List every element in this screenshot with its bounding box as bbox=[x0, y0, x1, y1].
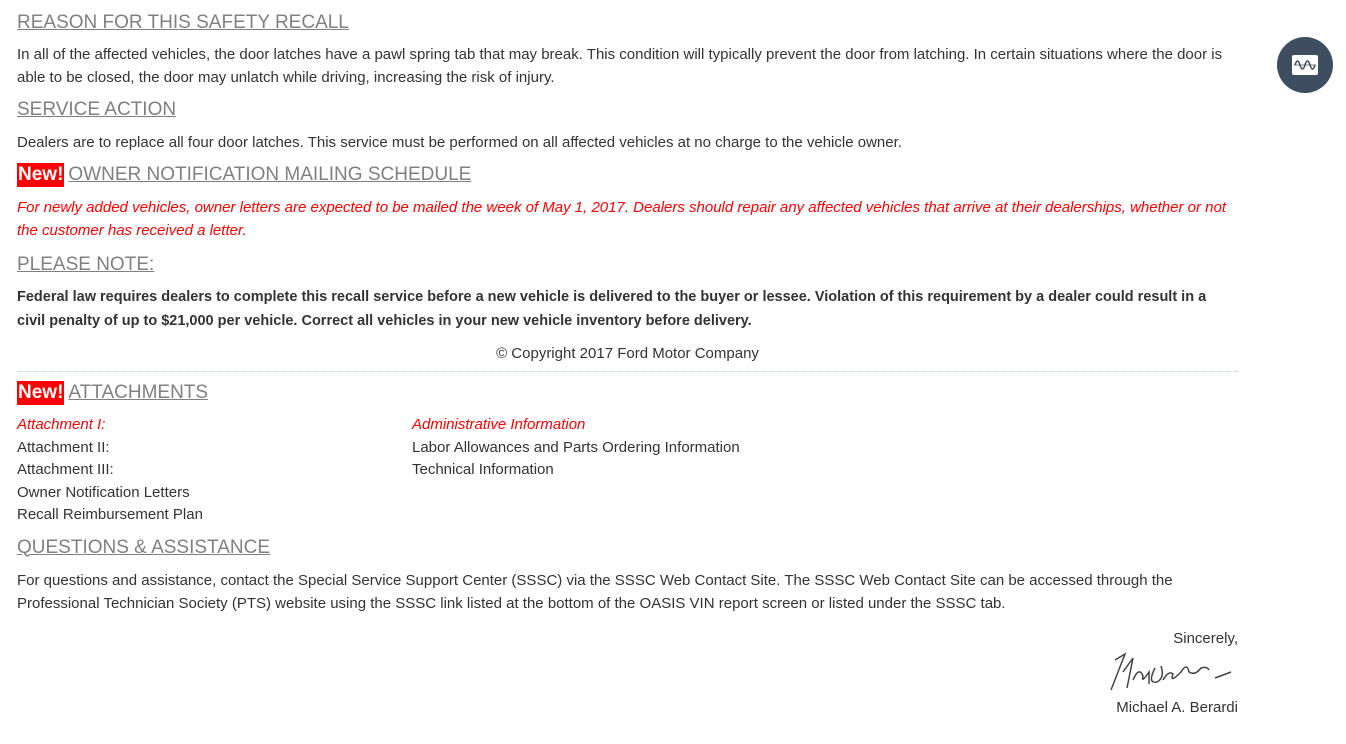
waveform-icon bbox=[1292, 55, 1318, 75]
labor-allowances-link[interactable]: Labor Allowances and Parts Ordering Information bbox=[412, 438, 740, 456]
technical-info-link[interactable]: Technical Information bbox=[412, 461, 554, 478]
service-text: Dealers are to replace all four door latches. This service must be performed on all affected vehicles at no charge to the vehicle owner. bbox=[17, 134, 902, 151]
divider bbox=[17, 371, 1238, 372]
signer-name: Michael A. Berardi bbox=[1116, 698, 1238, 716]
new-badge: New! bbox=[18, 164, 64, 185]
copyright: © Copyright 2017 Ford Motor Company bbox=[496, 345, 759, 362]
signature-image bbox=[17, 650, 1238, 696]
attachments-heading bbox=[17, 380, 1238, 406]
attachment-3-link[interactable]: Attachment III: bbox=[17, 461, 114, 478]
attachment-2-link[interactable]: Attachment II: bbox=[17, 438, 110, 456]
waveform-button[interactable] bbox=[1277, 37, 1333, 93]
note-text: Federal law requires dealers to complete this recall service before a new vehicle is delivered to the buyer or lessee. Violation of this requirement by a dealer could result in a civil penalty of up to $21,000 per vehicle. Correct all vehicles in your new vehicle inventory before delivery. bbox=[17, 289, 1207, 329]
administrative-info-link[interactable]: Administrative Information bbox=[412, 416, 586, 433]
owner-letters-link[interactable]: Owner Notification Letters bbox=[17, 483, 190, 501]
attachment-1-link[interactable]: Attachment I: bbox=[17, 416, 106, 433]
questions-text: For questions and assistance, contact the Special Service Support Center (SSSC) via the SSSC Web Contact Site. The SSSC Web Contact Site can be accessed through the Professional Technician Society (PTS) website using the SSSC link listed at the bottom of the OASIS VIN report screen or listed under the SSSC tab. bbox=[17, 571, 1173, 612]
mailing-heading bbox=[17, 162, 1238, 188]
attachments-heading-text: ATTACHMENTS bbox=[68, 382, 209, 403]
mailing-text: For newly added vehicles, owner letters are expected to be mailed the week of May 1, 2017. Dealers should repair any affected vehicles that arrive at their dealerships, whether or not the customer has received a letter. bbox=[17, 199, 1226, 239]
mailing-heading-text: OWNER NOTIFICATION MAILING SCHEDULE bbox=[68, 164, 472, 185]
reason-heading: REASON FOR THIS SAFETY RECALL bbox=[17, 12, 349, 33]
questions-heading: QUESTIONS & ASSISTANCE bbox=[17, 536, 271, 558]
service-heading: SERVICE ACTION bbox=[17, 99, 177, 120]
salutation: Sincerely, bbox=[1173, 629, 1238, 647]
new-badge: New! bbox=[18, 382, 64, 403]
note-heading: PLEASE NOTE: bbox=[17, 254, 155, 275]
reason-text: In all of the affected vehicles, the door latches have a pawl spring tab that may break. This condition will typically prevent the door from latching. In certain situations where the door is able to be closed, the door may unlatch while driving, increasing the risk of injury. bbox=[17, 46, 1223, 86]
reimbursement-plan-link[interactable]: Recall Reimbursement Plan bbox=[17, 506, 203, 523]
attachments-list bbox=[17, 414, 1238, 527]
recall-document bbox=[17, 10, 1238, 719]
